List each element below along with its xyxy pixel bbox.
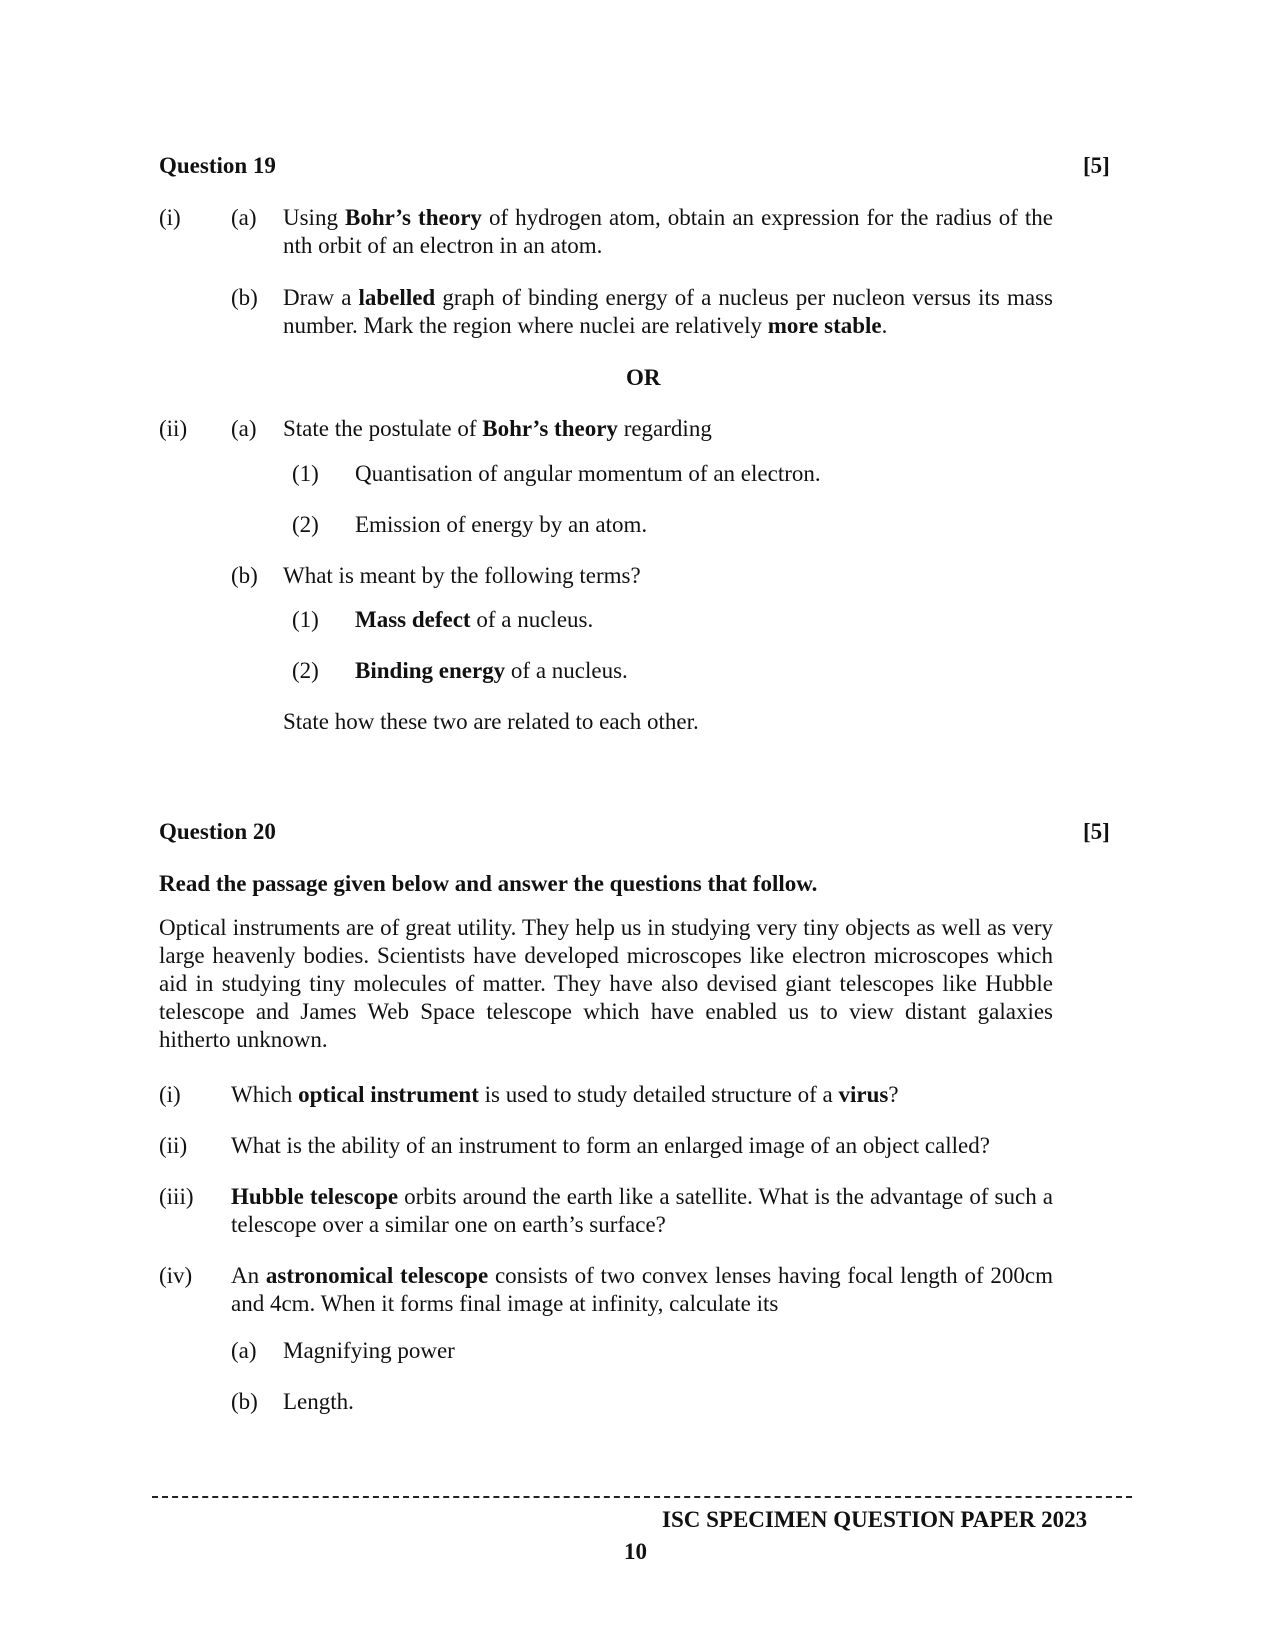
q20-passage: Optical instruments are of great utility. They help us in studying very tiny objects as well as very large heavenly bodies. Scientists have developed microscopes like electron microscopes which aid in studying tiny molecules of matter. They have also devised giant telescopes like Hubble telescope and James Web Space telescope which have enabled us to view distant galaxies hitherto unknown. xyxy=(159,915,1053,1052)
q19-ii-a-1-text: Quantisation of angular momentum of an electron. xyxy=(355,461,821,486)
q20-ii-text: What is the ability of an instrument to form an enlarged image of an object called? xyxy=(231,1133,990,1158)
q20-iii-text: Hubble telescope orbits around the earth like a satellite. What is the advantage of such a telescope over a similar one on earth’s surface? xyxy=(231,1184,1053,1237)
q19-i-a-text: Using Bohr’s theory of hydrogen atom, obtain an expression for the radius of the nth orbit of an electron in an atom. xyxy=(283,205,1053,258)
q19-i-b-text: Draw a labelled graph of binding energy of a nucleus per nucleon versus its mass number. Mark the region where nuclei are relatively more stable. xyxy=(283,285,1053,338)
footer-divider xyxy=(152,1496,1132,1498)
q20-iii-label: (iii) xyxy=(159,1184,194,1209)
q19-or-separator: OR xyxy=(626,365,661,390)
q19-ii-a-2-text: Emission of energy by an atom. xyxy=(355,512,648,537)
q19-ii-a-1-label: (1) xyxy=(292,461,319,486)
q19-ii-b-2-label: (2) xyxy=(292,658,319,683)
q19-ii-a-text: State the postulate of Bohr’s theory regarding xyxy=(283,416,712,441)
q20-iv-b-label: (b) xyxy=(231,1389,258,1414)
question-19-marks: [5] xyxy=(1083,153,1110,178)
q19-i-b-label: (b) xyxy=(231,285,258,310)
q19-ii-b-2-text: Binding energy of a nucleus. xyxy=(355,658,628,683)
question-19-title: Question 19 xyxy=(159,153,276,178)
q20-iv-a-text: Magnifying power xyxy=(283,1338,455,1363)
q19-ii-b-1-text: Mass defect of a nucleus. xyxy=(355,607,594,632)
q20-iv-label: (iv) xyxy=(159,1263,193,1288)
q19-ii-b-text: What is meant by the following terms? xyxy=(283,563,641,588)
q20-iv-b-text: Length. xyxy=(283,1389,354,1414)
q19-ii-b-1-label: (1) xyxy=(292,607,319,632)
question-20-marks: [5] xyxy=(1083,819,1110,844)
q20-iv-text: An astronomical telescope consists of two convex lenses having focal length of 200cm and 4cm. When it forms final image at infinity, calculate its xyxy=(231,1263,1053,1316)
q19-ii-b-relation: State how these two are related to each other. xyxy=(283,709,699,734)
q20-i-text: Which optical instrument is used to study detailed structure of a virus? xyxy=(231,1082,899,1107)
q19-ii-a-label: (a) xyxy=(231,416,257,441)
q20-instruction: Read the passage given below and answer the questions that follow. xyxy=(159,871,818,896)
q19-ii-b-label: (b) xyxy=(231,563,258,588)
q19-ii-a-2-label: (2) xyxy=(292,512,319,537)
page-number: 10 xyxy=(624,1539,647,1564)
q19-part-ii-label: (ii) xyxy=(159,416,188,441)
q19-part-i-label: (i) xyxy=(159,205,181,230)
q20-ii-label: (ii) xyxy=(159,1133,188,1158)
question-20-title: Question 20 xyxy=(159,819,276,844)
footer-title: ISC SPECIMEN QUESTION PAPER 2023 xyxy=(662,1507,1088,1532)
q20-iv-a-label: (a) xyxy=(231,1338,257,1363)
q19-i-a-label: (a) xyxy=(231,205,257,230)
q20-i-label: (i) xyxy=(159,1082,181,1107)
